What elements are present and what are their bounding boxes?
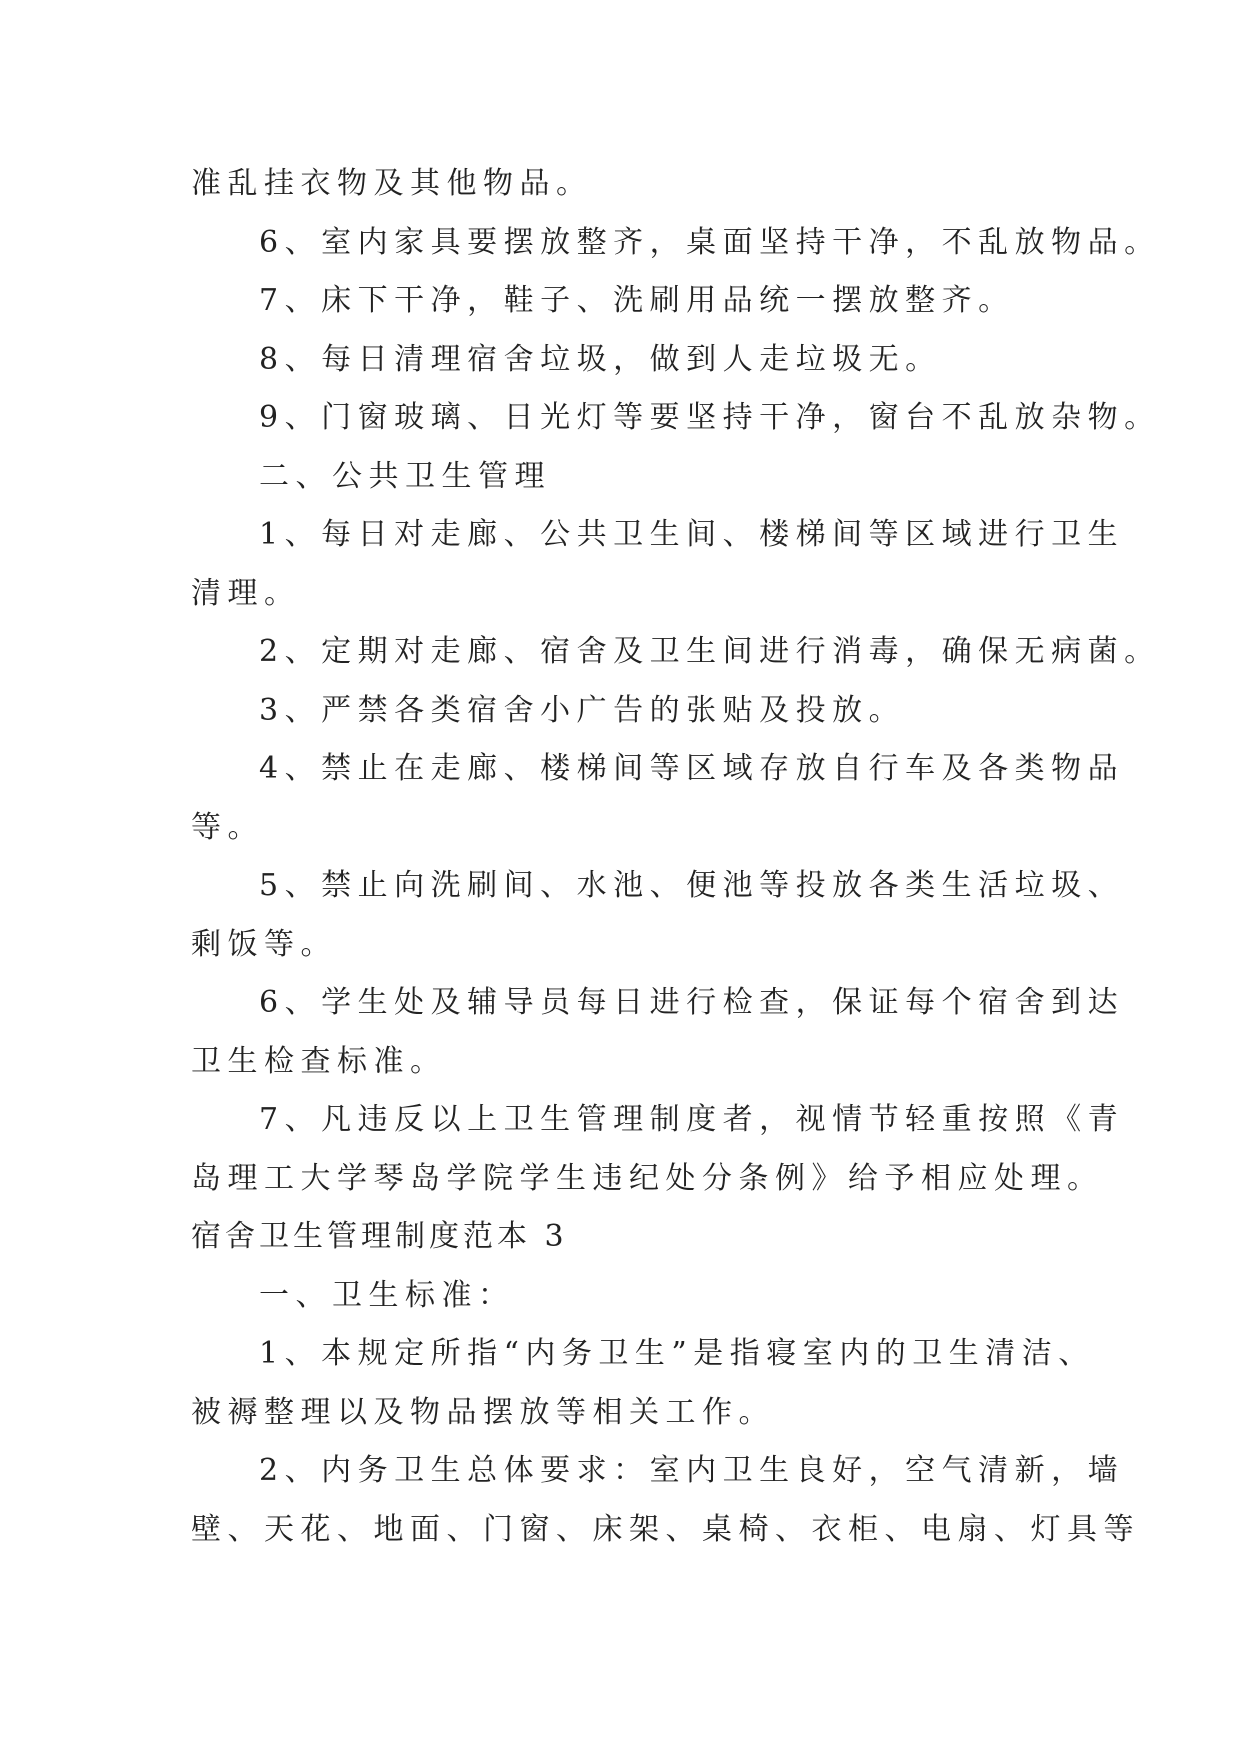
standard-item-1-continuation: 被褥整理以及物品摆放等相关工作。 — [191, 1394, 775, 1430]
public-item-5: 5、禁止向洗刷间、水池、便池等投放各类生活垃圾、 — [259, 868, 1125, 903]
rule-item-9: 9、门窗玻璃、日光灯等要坚持干净，窗台不乱放杂物。 — [259, 400, 1161, 435]
public-item-2: 2、定期对走廊、宿舍及卫生间进行消毒，确保无病菌。 — [259, 634, 1161, 669]
public-item-4: 4、禁止在走廊、楼梯间等区域存放自行车及各类物品 — [259, 751, 1125, 786]
public-item-5-continuation: 剩饭等。 — [191, 926, 337, 962]
rule-item-6: 6、室内家具要摆放整齐，桌面坚持干净，不乱放物品。 — [259, 224, 1161, 260]
public-item-4-continuation: 等。 — [191, 809, 264, 845]
public-item-7-continuation: 岛理工大学琴岛学院学生违纪处分条例》给予相应处理。 — [191, 1160, 1104, 1196]
public-item-7: 7、凡违反以上卫生管理制度者，视情节轻重按照《青 — [259, 1102, 1125, 1137]
standard-item-2: 2、内务卫生总体要求：室内卫生良好，空气清新，墙 — [259, 1453, 1125, 1488]
public-item-3: 3、严禁各类宿舍小广告的张贴及投放。 — [259, 692, 906, 728]
standard-item-1: 1、本规定所指“内务卫生”是指寝室内的卫生清洁、 — [259, 1336, 1095, 1371]
public-item-1: 1、每日对走廊、公共卫生间、楼梯间等区域进行卫生 — [259, 517, 1125, 552]
template-3-title: 宿舍卫生管理制度范本 3 — [191, 1219, 568, 1254]
public-item-1-continuation: 清理。 — [191, 575, 301, 611]
paragraph-continuation: 准乱挂衣物及其他物品。 — [191, 166, 593, 201]
section-heading-hygiene-standard: 一、卫生标准： — [259, 1277, 515, 1313]
rule-item-7: 7、床下干净，鞋子、洗刷用品统一摆放整齐。 — [259, 283, 1015, 318]
rule-item-8: 8、每日清理宿舍垃圾，做到人走垃圾无。 — [259, 341, 942, 377]
standard-item-2-continuation: 壁、天花、地面、门窗、床架、桌椅、衣柜、电扇、灯具等 — [191, 1511, 1140, 1547]
public-item-6: 6、学生处及辅导员每日进行检查，保证每个宿舍到达 — [259, 985, 1125, 1020]
public-item-6-continuation: 卫生检查标准。 — [191, 1043, 447, 1079]
section-heading-public-hygiene: 二、公共卫生管理 — [259, 458, 551, 494]
document-body — [191, 155, 1161, 1559]
